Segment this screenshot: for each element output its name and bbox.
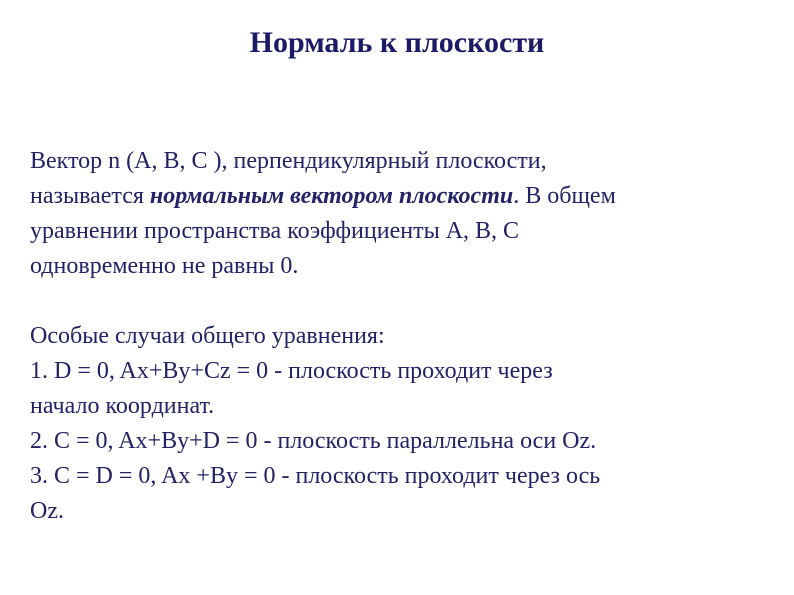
slide-body (30, 144, 770, 529)
definition-paragraph (30, 144, 770, 284)
case-3-line-1: 3. C = D = 0, Ax +By = 0 - плоскость проходит через ось (30, 463, 601, 489)
case-1-line-2: начало координат. (30, 393, 215, 419)
slide-title: Нормаль к плоскости (249, 26, 545, 59)
normal-vector-term: нормальным вектором плоскости (149, 183, 514, 209)
case-1-line-1: 1. D = 0, Ax+By+Cz = 0 - плоскость проходит через (30, 358, 553, 384)
definition-line-1: Вектор n (A, B, C ), перпендикулярный плоскости, (30, 148, 547, 174)
case-3-line-2: Oz. (30, 498, 64, 524)
definition-line-2-prefix: называется (30, 183, 150, 209)
definition-line-3: уравнении пространства коэффициенты A, B, C (30, 218, 520, 244)
case-2: 2. C = 0, Ax+By+D = 0 - плоскость параллельна оси Oz. (30, 428, 597, 454)
definition-line-4: одновременно не равны 0. (30, 253, 299, 279)
definition-line-2 (30, 179, 770, 214)
definition-line-2-suffix: . В общем (513, 183, 616, 209)
special-cases-heading: Особые случаи общего уравнения: (30, 323, 385, 349)
special-cases-paragraph (30, 319, 770, 529)
